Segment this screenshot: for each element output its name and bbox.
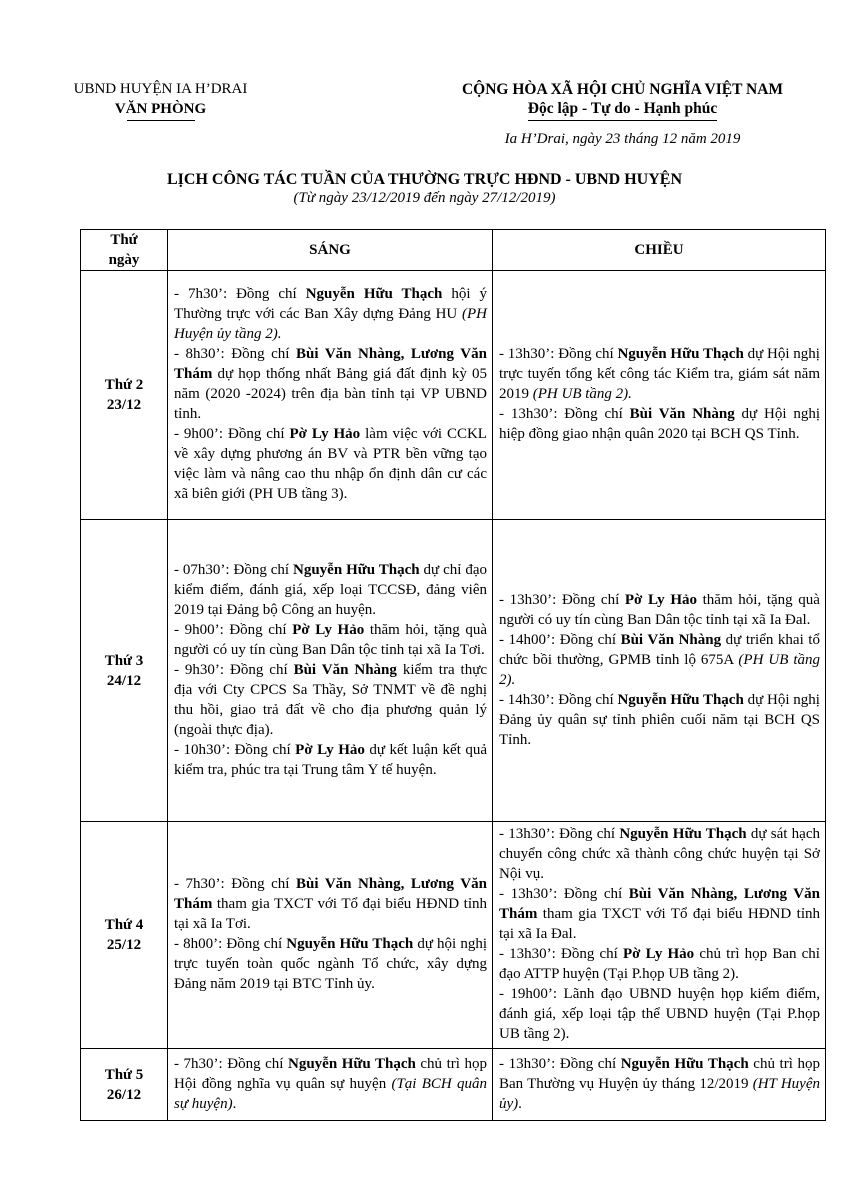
venue-note: (PH UB tầng 2). [499, 651, 820, 688]
attendee-name: Nguyễn Hữu Thạch [288, 1055, 416, 1072]
schedule-entry [499, 630, 820, 690]
attendee-name: Nguyễn Hữu Thạch [305, 286, 443, 302]
weekday-label: Thứ 4 [104, 917, 144, 933]
entry-text: kiểm tra thực địa với Cty CPCS Sa Thầy, Sở TNMT về đề nghị thu hồi, giao trả đất về cho địa phương quản lý (ngoài thực địa). [174, 661, 487, 738]
attendee-name: Pờ Ly Hảo [623, 946, 695, 962]
department-name: VĂN PHÒNG [114, 101, 207, 117]
entry-text: dự chỉ đạo kiểm điểm, đánh giá, xếp loại TCCSĐ, đảng viên 2019 tại Đảng bộ Công an huyện. [174, 561, 487, 618]
schedule-entry [499, 824, 820, 884]
entry-text: . [232, 1095, 237, 1112]
entry-text: - 19h00’: Lãnh đạo UBND huyện họp kiểm điểm, đánh giá, xếp loại tập thể UBND huyện (Tại P.họp UB tầng 2). [499, 986, 820, 1042]
day-cell [81, 271, 168, 520]
entry-text: - 7h30’: Đồng chí [174, 1055, 288, 1072]
entry-text: chủ trì họp Hội đồng nghĩa vụ quân sự huyện [174, 1055, 487, 1092]
schedule-entry [499, 1054, 820, 1114]
document-title: LỊCH CÔNG TÁC TUẦN CỦA THƯỜNG TRỰC HĐND - UBND HUYỆN [166, 171, 682, 188]
entry-text: làm việc với CCKL về xây dựng phương án BV và PTR bền vững tạo việc làm và nâng cao thu nhập ổn định dân cư các xã biên giới (PH UB tầng 3). [174, 426, 487, 502]
entry-text: - 07h30’: Đồng chí [174, 561, 293, 578]
schedule-entry [174, 344, 487, 424]
attendee-name: Bùi Văn Nhàng [620, 631, 722, 648]
schedule-entry [499, 884, 820, 944]
day-cell [81, 822, 168, 1049]
schedule-entry [499, 590, 820, 630]
entry-text: tham gia TXCT với Tổ đại biểu HĐND tỉnh tại xã Ia Tơi. [174, 896, 487, 932]
afternoon-cell [493, 271, 826, 520]
schedule-entry [174, 1054, 487, 1114]
attendee-name: Bùi Văn Nhàng [293, 661, 397, 678]
schedule-entry [499, 944, 820, 984]
date-label: 23/12 [106, 397, 142, 413]
attendee-name: Nguyễn Hữu Thạch [619, 826, 747, 842]
entry-text: thăm hỏi, tặng quà người có uy tín cùng Ban Dân tộc tỉnh tại xã Ia Đal. [499, 591, 820, 628]
day-cell [81, 520, 168, 822]
venue-note: (HT Huyện ủy) [499, 1075, 820, 1112]
attendee-name: Bùi Văn Nhàng [629, 406, 735, 422]
entry-text: - 8h30’: Đồng chí [174, 346, 297, 362]
national-header-block [425, 80, 820, 149]
column-header-day-line1: Thứ [110, 232, 138, 248]
attendee-name: Pờ Ly Hảo [292, 621, 365, 638]
entry-text: - 13h30’: Đồng chí [499, 406, 630, 422]
entry-text: dự hội nghị trực tuyến toàn quốc ngành Tổ chức, xây dựng Đảng năm 2019 tại BTC Tỉnh ủy. [174, 936, 487, 992]
entry-text: - 9h00’: Đồng chí [174, 621, 293, 638]
entry-text: tham gia TXCT với Tổ đại biểu HĐND tỉnh tại xã Ia Đal. [499, 906, 820, 942]
date-label: 24/12 [106, 672, 142, 689]
weekday-label: Thứ 3 [104, 652, 144, 669]
entry-text: - 10h30’: Đồng chí [174, 741, 296, 758]
entry-text: . [518, 1095, 522, 1112]
schedule-entry [499, 984, 820, 1044]
weekly-schedule-table [80, 229, 826, 1121]
table-row [81, 520, 826, 822]
schedule-entry [174, 424, 487, 504]
day-cell [81, 1049, 168, 1121]
morning-cell [168, 1049, 493, 1121]
entry-text: hội ý Thường trực với các Ban Xây dựng Đảng HU [174, 286, 487, 322]
attendee-name: Bùi Văn Nhàng, Lương Văn Thám [174, 876, 487, 912]
column-header-day [81, 230, 168, 271]
attendee-name: Nguyễn Hữu Thạch [617, 691, 744, 708]
entry-text: - 9h00’: Đồng chí [174, 426, 290, 442]
agency-name: UBND HUYỆN IA H’DRAI [73, 81, 248, 97]
schedule-entry [174, 934, 487, 994]
entry-text: dự Hội nghị hiệp đồng giao nhận quân 2020 tại BCH QS Tỉnh. [499, 406, 820, 442]
attendee-name: Pờ Ly Hảo [289, 426, 361, 442]
attendee-name: Nguyễn Hữu Thạch [293, 561, 420, 578]
document-subtitle: (Từ ngày 23/12/2019 đến ngày 27/12/2019) [293, 190, 556, 206]
venue-note: (PH Huyện ủy tầng 2). [174, 306, 487, 342]
afternoon-cell [493, 520, 826, 822]
schedule-entry [499, 404, 820, 444]
entry-text: dự Hội nghị trực tuyến tổng kết công tác Kiểm tra, giám sát năm 2019 [499, 346, 820, 402]
table-row [81, 271, 826, 520]
entry-text: dự Hội nghị Đảng ủy quân sự tỉnh phiên cuối năm tại BCH QS Tỉnh. [499, 691, 820, 748]
national-motto: Độc lập - Tự do - Hạnh phúc [528, 99, 717, 121]
date-label: 25/12 [106, 937, 142, 953]
attendee-name: Nguyễn Hữu Thạch [286, 936, 414, 952]
entry-text: - 7h30’: Đồng chí [174, 876, 297, 892]
entry-text: - 13h30’: Đồng chí [499, 946, 623, 962]
column-header-day-line2: ngày [108, 252, 140, 268]
schedule-entry [174, 620, 487, 660]
afternoon-cell [493, 1049, 826, 1121]
entry-text: - 14h00’: Đồng chí [499, 631, 621, 648]
entry-text: - 8h00’: Đồng chí [174, 936, 287, 952]
table-row [81, 1049, 826, 1121]
attendee-name: Nguyễn Hữu Thạch [620, 1055, 749, 1072]
schedule-entry [174, 560, 487, 620]
afternoon-cell [493, 822, 826, 1049]
attendee-name: Nguyễn Hữu Thạch [617, 346, 744, 362]
entry-text: dự sát hạch chuyển công chức xã thành công chức huyện tại Sở Nội vụ. [499, 826, 820, 882]
column-header-afternoon: CHIỀU [493, 230, 826, 271]
table-header-row [81, 230, 826, 271]
date-label: 26/12 [106, 1086, 142, 1103]
entry-text: dự kết luận kết quả kiểm tra, phúc tra tại Trung tâm Y tế huyện. [174, 741, 487, 778]
entry-text: thăm hỏi, tặng quà người có uy tín cùng Ban Dân tộc tỉnh tại xã Ia Tơi. [174, 621, 487, 658]
schedule-entry [174, 284, 487, 344]
entry-text: - 13h30’: Đồng chí [499, 826, 620, 842]
document-date: Ia H’Drai, ngày 23 tháng 12 năm 2019 [504, 131, 741, 147]
weekday-label: Thứ 5 [104, 1066, 144, 1083]
morning-cell [168, 520, 493, 822]
entry-text: - 14h30’: Đồng chí [499, 691, 618, 708]
national-title: CỘNG HÒA XÃ HỘI CHỦ NGHĨA VIỆT NAM [461, 81, 784, 98]
schedule-entry [174, 740, 487, 780]
department-underline [127, 120, 195, 121]
venue-note: (Tại BCH quân sự huyện) [174, 1075, 488, 1112]
morning-cell [168, 822, 493, 1049]
entry-text: chủ trì họp Ban Thường vụ Huyện ủy tháng 12/2019 [499, 1055, 820, 1092]
entry-text: chủ trì họp Ban chỉ đạo ATTP huyện (Tại P.họp UB tầng 2). [499, 946, 820, 982]
attendee-name: Pờ Ly Hảo [624, 591, 697, 608]
schedule-entry [174, 874, 487, 934]
entry-text: - 13h30’: Đồng chí [499, 346, 618, 362]
weekday-label: Thứ 2 [104, 377, 144, 393]
schedule-entry [499, 690, 820, 750]
venue-note: (PH UB tầng 2). [532, 386, 632, 402]
schedule-entry [499, 344, 820, 404]
issuing-agency-block [58, 80, 263, 121]
attendee-name: Pờ Ly Hảo [295, 741, 365, 758]
morning-cell [168, 271, 493, 520]
entry-text: - 7h30’: Đồng chí [174, 286, 306, 302]
schedule-entry [174, 660, 487, 740]
table-row [81, 822, 826, 1049]
column-header-morning: SÁNG [168, 230, 493, 271]
entry-text: - 13h30’: Đồng chí [499, 886, 629, 902]
attendee-name: Bùi Văn Nhàng, Lương Văn Thám [174, 346, 487, 382]
entry-text: - 13h30’: Đồng chí [499, 1055, 621, 1072]
entry-text: dự triển khai tổ chức bồi thường, GPMB tỉnh lộ 675A [499, 631, 820, 668]
entry-text: - 9h30’: Đồng chí [174, 661, 294, 678]
attendee-name: Bùi Văn Nhàng, Lương Văn Thám [499, 886, 820, 922]
entry-text: - 13h30’: Đồng chí [499, 591, 625, 608]
entry-text: dự họp thống nhất Bảng giá đất định kỳ 05 năm (2020 -2024) trên địa bàn tỉnh tại VP UBND tỉnh. [174, 366, 487, 422]
